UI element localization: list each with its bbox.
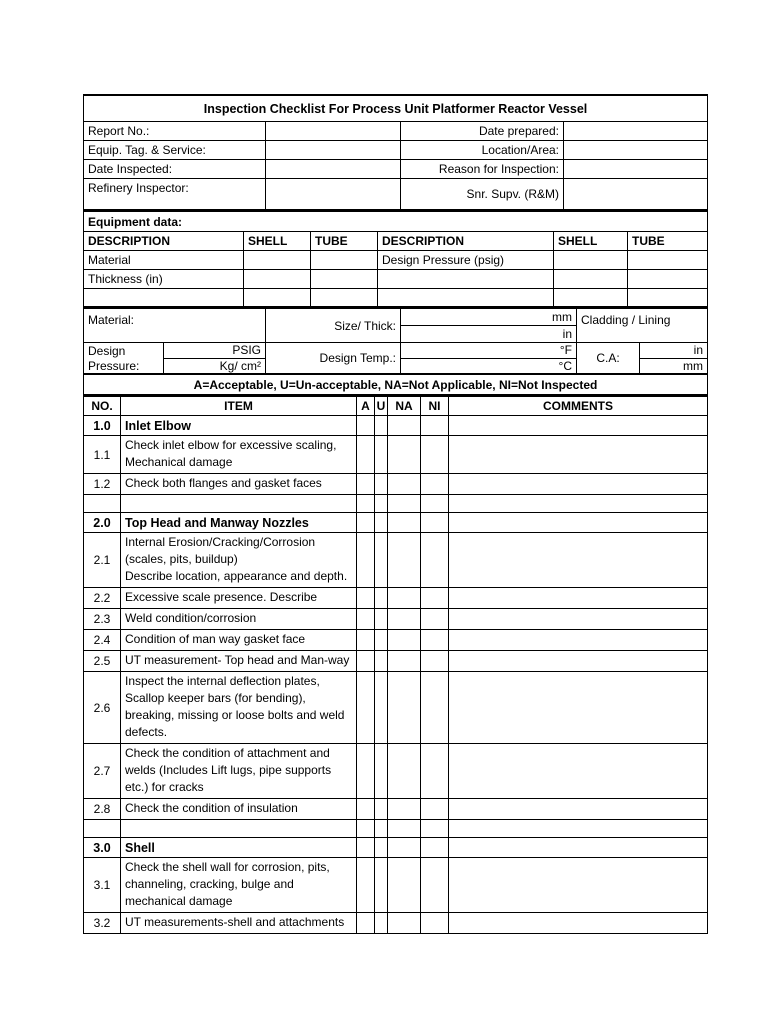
spacer-cell [121, 495, 357, 513]
item-2.7-ni-check[interactable] [421, 744, 449, 799]
section-title: Inlet Elbow [121, 416, 357, 436]
equipment-heading: Equipment data: [84, 211, 708, 232]
section-3.0-na-check[interactable] [388, 838, 421, 858]
item-1.1-u-check[interactable] [375, 436, 388, 474]
item-line: Check both flanges and gasket faces [125, 476, 322, 490]
row-material: Material [84, 251, 244, 270]
item-line: Scallop keeper bars (for bending), [125, 691, 306, 705]
item-2.1-u-check[interactable] [375, 533, 388, 588]
table-row [84, 588, 708, 609]
ca-label: C.A: [577, 343, 640, 375]
item-text [121, 799, 357, 820]
item-line: etc.) for cracks [125, 780, 204, 794]
date-prepared-label: Date prepared: [401, 122, 564, 141]
spacer-cell [84, 820, 121, 838]
table-row [84, 913, 708, 934]
design-pressure-label-2: Pressure: [84, 358, 164, 374]
item-line: Describe location, appearance and depth. [125, 569, 348, 583]
snr-supv-field[interactable] [564, 179, 708, 210]
item-line: UT measurement- Top head and Man-way [125, 653, 350, 667]
section-2.0-comments-field[interactable] [449, 513, 708, 533]
col-ni: NI [421, 396, 449, 416]
blank-shell-field-2[interactable] [554, 289, 628, 307]
unit-f: °F [559, 343, 573, 358]
item-2.8-comments-field[interactable] [449, 799, 708, 820]
item-number: 1.2 [84, 474, 121, 495]
item-2.4-a-check[interactable] [357, 630, 375, 651]
ca-mm-field[interactable] [640, 358, 708, 374]
spacer-row [84, 820, 708, 838]
item-line: Check the condition of insulation [125, 801, 298, 815]
kgcm-field[interactable] [164, 358, 266, 374]
col-no: NO. [84, 396, 121, 416]
item-2.5-a-check[interactable] [357, 651, 375, 672]
spacer-cell [388, 495, 421, 513]
col-a: A [357, 396, 375, 416]
col-shell: SHELL [244, 232, 311, 251]
item-2.3-comments-field[interactable] [449, 609, 708, 630]
spacer-cell [121, 820, 357, 838]
location-field[interactable] [564, 141, 708, 160]
table-row [84, 651, 708, 672]
size-thick-label: Size/ Thick: [266, 308, 401, 343]
header-table [83, 94, 708, 210]
item-1.2-u-check[interactable] [375, 474, 388, 495]
item-2.3-ni-check[interactable] [421, 609, 449, 630]
item-text [121, 672, 357, 744]
item-2.8-a-check[interactable] [357, 799, 375, 820]
item-2.6-a-check[interactable] [357, 672, 375, 744]
table-row [84, 744, 708, 799]
reason-field[interactable] [564, 160, 708, 179]
item-2.2-a-check[interactable] [357, 588, 375, 609]
item-2.5-comments-field[interactable] [449, 651, 708, 672]
section-row [84, 416, 708, 436]
item-line: Excessive scale presence. Describe [125, 590, 318, 604]
item-1.2-a-check[interactable] [357, 474, 375, 495]
item-2.1-comments-field[interactable] [449, 533, 708, 588]
section-number: 1.0 [84, 416, 121, 436]
item-2.4-comments-field[interactable] [449, 630, 708, 651]
size-in-field[interactable] [401, 326, 577, 343]
col-na: NA [388, 396, 421, 416]
item-2.2-comments-field[interactable] [449, 588, 708, 609]
row-design-pressure: Design Pressure (psig) [378, 251, 554, 270]
section-2.0-na-check[interactable] [388, 513, 421, 533]
item-line: welds (Includes Lift lugs, pipe supports [125, 763, 332, 777]
item-3.2-u-check[interactable] [375, 913, 388, 934]
report-no-field[interactable] [266, 122, 401, 141]
unit-kgcm: Kg/ cm² [219, 358, 262, 373]
item-number: 2.1 [84, 533, 121, 588]
item-line: UT measurements-shell and attachments [125, 915, 345, 929]
item-2.5-na-check[interactable] [388, 651, 421, 672]
item-line: Internal Erosion/Cracking/Corrosion [125, 535, 316, 549]
table-row [84, 858, 708, 913]
item-2.4-na-check[interactable] [388, 630, 421, 651]
item-number: 1.1 [84, 436, 121, 474]
item-line: defects. [125, 725, 168, 739]
section-2.0-u-check[interactable] [375, 513, 388, 533]
unit-in: in [562, 327, 573, 341]
item-1.1-ni-check[interactable] [421, 436, 449, 474]
item-3.2-na-check[interactable] [388, 913, 421, 934]
item-2.3-na-check[interactable] [388, 609, 421, 630]
section-1.0-a-check[interactable] [357, 416, 375, 436]
section-title: Top Head and Manway Nozzles [121, 513, 357, 533]
unit-ca-in: in [693, 343, 704, 358]
item-2.2-na-check[interactable] [388, 588, 421, 609]
item-3.2-comments-field[interactable] [449, 913, 708, 934]
legend: A=Acceptable, U=Un-acceptable, NA=Not Applicable, NI=Not Inspected [84, 374, 708, 395]
section-3.0-ni-check[interactable] [421, 838, 449, 858]
material-label: Material: [84, 308, 266, 343]
temp-c-field[interactable] [401, 358, 577, 374]
section-number: 3.0 [84, 838, 121, 858]
item-line: Mechanical damage [125, 455, 233, 469]
thickness-shell-field[interactable] [244, 270, 311, 289]
item-2.6-na-check[interactable] [388, 672, 421, 744]
table-row [84, 474, 708, 495]
item-line: Check the shell wall for corrosion, pits, [125, 860, 330, 874]
item-2.8-u-check[interactable] [375, 799, 388, 820]
item-2.1-ni-check[interactable] [421, 533, 449, 588]
item-2.6-comments-field[interactable] [449, 672, 708, 744]
item-number: 3.2 [84, 913, 121, 934]
temp-f-field[interactable] [401, 343, 577, 359]
psig-field[interactable] [164, 343, 266, 359]
refinery-inspector-label: Refinery Inspector: [84, 179, 266, 210]
blank-tube-field[interactable] [311, 289, 378, 307]
item-line: Weld condition/corrosion [125, 611, 257, 625]
item-text [121, 744, 357, 799]
item-2.2-ni-check[interactable] [421, 588, 449, 609]
refinery-inspector-field[interactable] [266, 179, 401, 210]
item-3.1-ni-check[interactable] [421, 858, 449, 913]
item-line: Check inlet elbow for excessive scaling, [125, 438, 337, 452]
item-line: mechanical damage [125, 894, 233, 908]
reason-label: Reason for Inspection: [401, 160, 564, 179]
spacer-row [84, 495, 708, 513]
item-number: 2.8 [84, 799, 121, 820]
design-pressure-label-1: Design [84, 343, 164, 359]
item-text [121, 533, 357, 588]
item-number: 2.2 [84, 588, 121, 609]
col-shell-2: SHELL [554, 232, 628, 251]
item-3.1-a-check[interactable] [357, 858, 375, 913]
item-number: 2.5 [84, 651, 121, 672]
report-no-label: Report No.: [84, 122, 266, 141]
item-1.2-comments-field[interactable] [449, 474, 708, 495]
section-1.0-u-check[interactable] [375, 416, 388, 436]
unit-psig: PSIG [232, 343, 262, 358]
item-number: 2.7 [84, 744, 121, 799]
item-2.3-a-check[interactable] [357, 609, 375, 630]
blank-desc-field[interactable] [84, 289, 244, 307]
unit-ca-mm: mm [683, 358, 704, 373]
spacer-cell [357, 495, 375, 513]
table-row [84, 672, 708, 744]
spacer-cell [84, 495, 121, 513]
spacer-cell [421, 820, 449, 838]
item-2.7-comments-field[interactable] [449, 744, 708, 799]
date-inspected-field[interactable] [266, 160, 401, 179]
item-number: 3.1 [84, 858, 121, 913]
page-title: Inspection Checklist For Process Unit Platformer Reactor Vessel [84, 95, 708, 122]
table-row [84, 533, 708, 588]
col-comments: COMMENTS [449, 396, 708, 416]
ca-in-field[interactable] [640, 343, 708, 359]
design-pressure-tube-field[interactable] [628, 251, 708, 270]
extra-desc-field[interactable] [378, 270, 554, 289]
item-3.1-na-check[interactable] [388, 858, 421, 913]
item-text [121, 609, 357, 630]
section-3.0-a-check[interactable] [357, 838, 375, 858]
item-2.6-ni-check[interactable] [421, 672, 449, 744]
thickness-tube-field[interactable] [311, 270, 378, 289]
item-line: breaking, missing or loose bolts and weld [125, 708, 345, 722]
item-1.2-na-check[interactable] [388, 474, 421, 495]
item-line: Condition of man way gasket face [125, 632, 306, 646]
item-3.2-ni-check[interactable] [421, 913, 449, 934]
unit-c: °C [558, 358, 573, 373]
item-text [121, 436, 357, 474]
design-pressure-shell-field[interactable] [554, 251, 628, 270]
item-2.8-ni-check[interactable] [421, 799, 449, 820]
spacer-cell [375, 495, 388, 513]
table-row [84, 609, 708, 630]
extra-shell-field[interactable] [554, 270, 628, 289]
section-row [84, 513, 708, 533]
item-2.5-ni-check[interactable] [421, 651, 449, 672]
size-mm-field[interactable] [401, 308, 577, 326]
item-number: 2.4 [84, 630, 121, 651]
checklist-table [83, 395, 708, 934]
item-line: Inspect the internal deflection plates, [125, 674, 320, 688]
item-1.1-comments-field[interactable] [449, 436, 708, 474]
item-1.1-na-check[interactable] [388, 436, 421, 474]
checklist-body [84, 416, 708, 934]
material-tube-field[interactable] [311, 251, 378, 270]
section-1.0-ni-check[interactable] [421, 416, 449, 436]
item-2.8-na-check[interactable] [388, 799, 421, 820]
row-thickness: Thickness (in) [84, 270, 244, 289]
equipment-table [83, 210, 708, 307]
section-3.0-comments-field[interactable] [449, 838, 708, 858]
snr-supv-label: Snr. Supv. (R&M) [401, 179, 564, 210]
material-shell-field[interactable] [244, 251, 311, 270]
design-temp-label: Design Temp.: [266, 343, 401, 375]
item-line: (scales, pits, buildup) [125, 552, 238, 566]
blank-tube-field-2[interactable] [628, 289, 708, 307]
equip-tag-label: Equip. Tag. & Service: [84, 141, 266, 160]
item-2.6-u-check[interactable] [375, 672, 388, 744]
item-3.2-a-check[interactable] [357, 913, 375, 934]
specs-table [83, 307, 708, 395]
item-number: 2.3 [84, 609, 121, 630]
item-2.4-u-check[interactable] [375, 630, 388, 651]
section-1.0-comments-field[interactable] [449, 416, 708, 436]
item-2.4-ni-check[interactable] [421, 630, 449, 651]
blank-shell-field[interactable] [244, 289, 311, 307]
spacer-cell [388, 820, 421, 838]
item-2.1-na-check[interactable] [388, 533, 421, 588]
equip-tag-field[interactable] [266, 141, 401, 160]
item-2.7-u-check[interactable] [375, 744, 388, 799]
item-text [121, 858, 357, 913]
spacer-cell [449, 820, 708, 838]
item-text [121, 651, 357, 672]
col-description-2: DESCRIPTION [378, 232, 554, 251]
location-label: Location/Area: [401, 141, 564, 160]
unit-mm: mm [552, 310, 573, 324]
item-text [121, 474, 357, 495]
item-text [121, 588, 357, 609]
item-3.1-comments-field[interactable] [449, 858, 708, 913]
item-3.1-u-check[interactable] [375, 858, 388, 913]
checklist-sheet [83, 94, 707, 934]
item-line: Check the condition of attachment and [125, 746, 330, 760]
spacer-cell [421, 495, 449, 513]
item-2.7-na-check[interactable] [388, 744, 421, 799]
col-tube: TUBE [311, 232, 378, 251]
section-row [84, 838, 708, 858]
col-tube-2: TUBE [628, 232, 708, 251]
blank-desc-field-2[interactable] [378, 289, 554, 307]
item-1.1-a-check[interactable] [357, 436, 375, 474]
section-3.0-u-check[interactable] [375, 838, 388, 858]
item-number: 2.6 [84, 672, 121, 744]
section-number: 2.0 [84, 513, 121, 533]
section-1.0-na-check[interactable] [388, 416, 421, 436]
date-prepared-field[interactable] [564, 122, 708, 141]
item-2.1-a-check[interactable] [357, 533, 375, 588]
date-inspected-label: Date Inspected: [84, 160, 266, 179]
col-u: U [375, 396, 388, 416]
item-1.2-ni-check[interactable] [421, 474, 449, 495]
item-2.5-u-check[interactable] [375, 651, 388, 672]
col-item: ITEM [121, 396, 357, 416]
table-row [84, 630, 708, 651]
table-row [84, 799, 708, 820]
item-2.7-a-check[interactable] [357, 744, 375, 799]
section-title: Shell [121, 838, 357, 858]
section-2.0-ni-check[interactable] [421, 513, 449, 533]
item-text [121, 913, 357, 934]
extra-tube-field[interactable] [628, 270, 708, 289]
spacer-cell [449, 495, 708, 513]
item-line: channeling, cracking, bulge and [125, 877, 294, 891]
spacer-cell [375, 820, 388, 838]
item-text [121, 630, 357, 651]
spacer-cell [357, 820, 375, 838]
col-description: DESCRIPTION [84, 232, 244, 251]
cladding-label: Cladding / Lining [577, 308, 708, 343]
table-row [84, 436, 708, 474]
item-2.3-u-check[interactable] [375, 609, 388, 630]
item-2.2-u-check[interactable] [375, 588, 388, 609]
section-2.0-a-check[interactable] [357, 513, 375, 533]
